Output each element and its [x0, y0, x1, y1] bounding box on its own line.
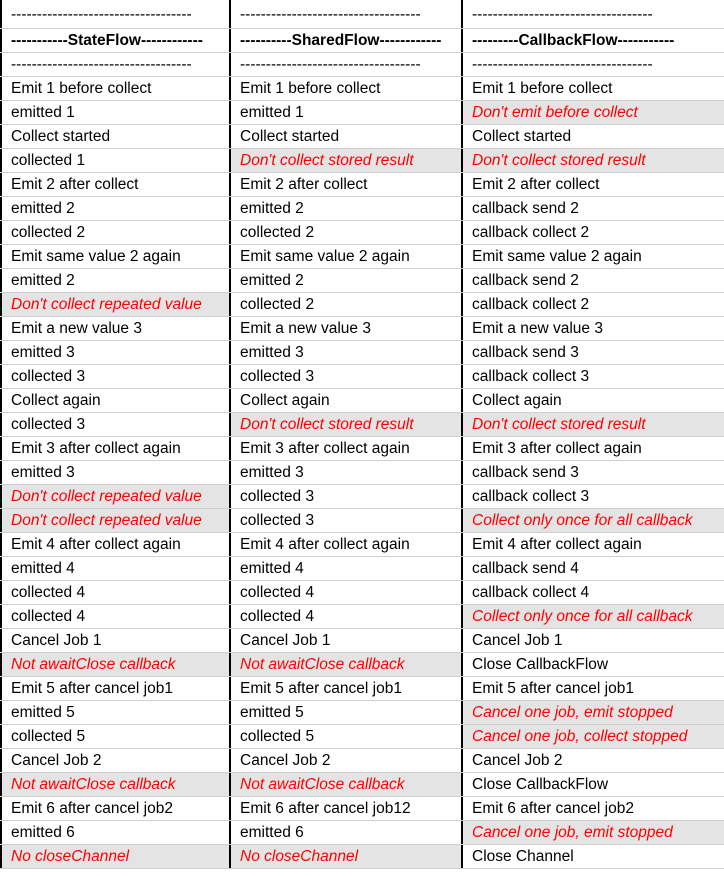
- cell-stateflow[interactable]: Emit 1 before collect: [0, 77, 231, 100]
- cell-sharedflow[interactable]: Not awaitClose callback: [231, 773, 463, 796]
- cell-sharedflow[interactable]: emitted 3: [231, 341, 463, 364]
- cell-stateflow[interactable]: Emit 6 after cancel job2: [0, 797, 231, 820]
- cell-sharedflow[interactable]: -----------------------------------: [231, 0, 463, 28]
- cell-stateflow[interactable]: Emit 4 after collect again: [0, 533, 231, 556]
- table-row: [0, 245, 724, 269]
- cell-stateflow[interactable]: collected 3: [0, 365, 231, 388]
- cell-sharedflow[interactable]: emitted 1: [231, 101, 463, 124]
- cell-stateflow[interactable]: emitted 4: [0, 557, 231, 580]
- cell-callbackflow[interactable]: Collect only once for all callback: [463, 605, 724, 628]
- table-row: [0, 413, 724, 437]
- cell-callbackflow[interactable]: Collect started: [472, 128, 572, 145]
- cell-stateflow[interactable]: Collect again: [0, 389, 231, 412]
- cell-sharedflow[interactable]: Emit 4 after collect again: [231, 533, 463, 556]
- table-row: [0, 29, 724, 53]
- cell-callbackflow[interactable]: Emit 2 after collect: [472, 176, 600, 193]
- table-row: [0, 845, 724, 869]
- cell-sharedflow[interactable]: emitted 4: [231, 557, 463, 580]
- cell-callbackflow[interactable]: Emit 1 before collect: [472, 80, 613, 97]
- cell-stateflow[interactable]: emitted 2: [0, 269, 231, 292]
- cell-stateflow[interactable]: emitted 3: [0, 461, 231, 484]
- cell-callbackflow[interactable]: Close Channel: [472, 848, 574, 865]
- cell-stateflow[interactable]: emitted 1: [0, 101, 231, 124]
- cell-callbackflow[interactable]: Close CallbackFlow: [472, 656, 609, 673]
- cell-stateflow[interactable]: -----------StateFlow------------: [0, 29, 231, 52]
- cell-callbackflow[interactable]: Emit 4 after collect again: [472, 536, 642, 553]
- cell-stateflow[interactable]: Don't collect repeated value: [0, 509, 231, 532]
- cell-sharedflow[interactable]: Emit 1 before collect: [231, 77, 463, 100]
- cell-stateflow[interactable]: Cancel Job 2: [0, 749, 231, 772]
- cell-sharedflow[interactable]: Don't collect stored result: [231, 413, 463, 436]
- table-row: [0, 773, 724, 797]
- cell-stateflow[interactable]: emitted 5: [0, 701, 231, 724]
- cell-callbackflow[interactable]: Collect again: [472, 392, 562, 409]
- cell-callbackflow[interactable]: callback collect 4: [472, 584, 590, 601]
- table-row: [0, 173, 724, 197]
- cell-sharedflow[interactable]: Emit a new value 3: [231, 317, 463, 340]
- cell-sharedflow[interactable]: collected 5: [231, 725, 463, 748]
- cell-stateflow[interactable]: collected 4: [0, 605, 231, 628]
- cell-sharedflow[interactable]: collected 3: [231, 365, 463, 388]
- table-row: [0, 701, 724, 725]
- cell-stateflow[interactable]: Emit 3 after collect again: [0, 437, 231, 460]
- table-row: [0, 269, 724, 293]
- cell-stateflow[interactable]: No closeChannel: [0, 845, 231, 868]
- cell-sharedflow[interactable]: emitted 2: [231, 197, 463, 220]
- table-row: [0, 341, 724, 365]
- cell-sharedflow[interactable]: Not awaitClose callback: [231, 653, 463, 676]
- cell-stateflow[interactable]: Don't collect repeated value: [0, 485, 231, 508]
- cell-callbackflow[interactable]: callback send 3: [472, 464, 579, 481]
- cell-callbackflow[interactable]: Collect only once for all callback: [463, 509, 724, 532]
- cell-sharedflow[interactable]: Don't collect stored result: [231, 149, 463, 172]
- cell-sharedflow[interactable]: collected 4: [231, 581, 463, 604]
- table-row: [0, 461, 724, 485]
- table-row: [0, 365, 724, 389]
- cell-sharedflow[interactable]: Emit 3 after collect again: [231, 437, 463, 460]
- cell-stateflow[interactable]: Emit same value 2 again: [0, 245, 231, 268]
- cell-callbackflow[interactable]: callback collect 3: [472, 368, 590, 385]
- table-row: [0, 221, 724, 245]
- cell-sharedflow[interactable]: emitted 3: [231, 461, 463, 484]
- cell-stateflow[interactable]: emitted 6: [0, 821, 231, 844]
- table-row: [0, 101, 724, 125]
- cell-callbackflow[interactable]: callback collect 3: [472, 488, 590, 505]
- cell-callbackflow[interactable]: Close CallbackFlow: [472, 776, 609, 793]
- cell-callbackflow[interactable]: Cancel Job 1: [472, 632, 563, 649]
- table-row: [0, 293, 724, 317]
- cell-callbackflow[interactable]: Don't collect stored result: [463, 149, 724, 172]
- table-row: [0, 533, 724, 557]
- cell-callbackflow[interactable]: -----------------------------------: [472, 6, 653, 23]
- cell-stateflow[interactable]: collected 2: [0, 221, 231, 244]
- table-row: [0, 437, 724, 461]
- cell-callbackflow[interactable]: Don't collect stored result: [463, 413, 724, 436]
- cell-stateflow[interactable]: emitted 3: [0, 341, 231, 364]
- table-row: [0, 125, 724, 149]
- table-row: [0, 797, 724, 821]
- table-row: [0, 485, 724, 509]
- cell-callbackflow[interactable]: callback collect 2: [472, 296, 590, 313]
- cell-stateflow[interactable]: Not awaitClose callback: [0, 773, 231, 796]
- table-row: [0, 605, 724, 629]
- table-row: [0, 149, 724, 173]
- cell-callbackflow[interactable]: ---------CallbackFlow-----------: [472, 32, 675, 49]
- cell-callbackflow[interactable]: Emit 5 after cancel job1: [472, 680, 634, 697]
- table-row: [0, 677, 724, 701]
- cell-callbackflow[interactable]: callback collect 2: [472, 224, 590, 241]
- cell-callbackflow[interactable]: callback send 4: [472, 560, 579, 577]
- table-row: [0, 557, 724, 581]
- cell-sharedflow[interactable]: collected 2: [231, 221, 463, 244]
- cell-stateflow[interactable]: collected 1: [0, 149, 231, 172]
- cell-stateflow[interactable]: Not awaitClose callback: [0, 653, 231, 676]
- cell-sharedflow[interactable]: collected 3: [231, 485, 463, 508]
- cell-callbackflow[interactable]: Cancel one job, emit stopped: [463, 821, 724, 844]
- table-row: [0, 653, 724, 677]
- cell-callbackflow[interactable]: -----------------------------------: [472, 56, 653, 73]
- cell-callbackflow[interactable]: Cancel Job 2: [472, 752, 563, 769]
- cell-sharedflow[interactable]: emitted 2: [231, 269, 463, 292]
- cell-sharedflow[interactable]: collected 4: [231, 605, 463, 628]
- table-row: [0, 629, 724, 653]
- cell-stateflow[interactable]: Emit 5 after cancel job1: [0, 677, 231, 700]
- cell-stateflow[interactable]: Collect started: [0, 125, 231, 148]
- cell-stateflow[interactable]: -----------------------------------: [0, 53, 231, 76]
- cell-sharedflow[interactable]: Emit 2 after collect: [231, 173, 463, 196]
- table-row: [0, 821, 724, 845]
- cell-stateflow[interactable]: emitted 2: [0, 197, 231, 220]
- cell-stateflow[interactable]: Don't collect repeated value: [0, 293, 231, 316]
- table-row: [0, 749, 724, 773]
- cell-sharedflow[interactable]: Emit 5 after cancel job1: [231, 677, 463, 700]
- cell-sharedflow[interactable]: Emit same value 2 again: [231, 245, 463, 268]
- cell-sharedflow[interactable]: emitted 5: [231, 701, 463, 724]
- cell-callbackflow[interactable]: callback send 3: [472, 344, 579, 361]
- cell-stateflow[interactable]: Cancel Job 1: [0, 629, 231, 652]
- cell-callbackflow[interactable]: Emit 6 after cancel job2: [472, 800, 634, 817]
- table-row: [0, 53, 724, 77]
- cell-stateflow[interactable]: -----------------------------------: [0, 0, 231, 28]
- cell-stateflow[interactable]: collected 4: [0, 581, 231, 604]
- cell-sharedflow[interactable]: Cancel Job 1: [231, 629, 463, 652]
- table-row: [0, 77, 724, 101]
- cell-sharedflow[interactable]: Emit 6 after cancel job12: [231, 797, 463, 820]
- cell-stateflow[interactable]: collected 5: [0, 725, 231, 748]
- cell-callbackflow[interactable]: Emit a new value 3: [472, 320, 603, 337]
- cell-callbackflow[interactable]: Don't emit before collect: [463, 101, 724, 124]
- cell-callbackflow[interactable]: Emit same value 2 again: [472, 248, 642, 265]
- cell-callbackflow[interactable]: callback send 2: [472, 272, 579, 289]
- cell-sharedflow[interactable]: Collect again: [231, 389, 463, 412]
- cell-sharedflow[interactable]: -----------------------------------: [231, 53, 463, 76]
- cell-sharedflow[interactable]: ----------SharedFlow------------: [231, 29, 463, 52]
- cell-sharedflow[interactable]: collected 3: [231, 509, 463, 532]
- table-row: [0, 725, 724, 749]
- table-row: [0, 581, 724, 605]
- cell-sharedflow[interactable]: collected 2: [231, 293, 463, 316]
- cell-sharedflow[interactable]: No closeChannel: [231, 845, 463, 868]
- cell-stateflow[interactable]: collected 3: [0, 413, 231, 436]
- table-row: [0, 197, 724, 221]
- table-row: [0, 389, 724, 413]
- cell-sharedflow[interactable]: Cancel Job 2: [231, 749, 463, 772]
- cell-sharedflow[interactable]: Collect started: [231, 125, 463, 148]
- cell-callbackflow[interactable]: Cancel one job, collect stopped: [463, 725, 724, 748]
- cell-stateflow[interactable]: Emit 2 after collect: [0, 173, 231, 196]
- cell-callbackflow[interactable]: callback send 2: [472, 200, 579, 217]
- cell-stateflow[interactable]: Emit a new value 3: [0, 317, 231, 340]
- table-row: [0, 317, 724, 341]
- table-row: [0, 0, 724, 29]
- cell-sharedflow[interactable]: emitted 6: [231, 821, 463, 844]
- cell-callbackflow[interactable]: Cancel one job, emit stopped: [463, 701, 724, 724]
- cell-callbackflow[interactable]: Emit 3 after collect again: [472, 440, 642, 457]
- table-row: [0, 509, 724, 533]
